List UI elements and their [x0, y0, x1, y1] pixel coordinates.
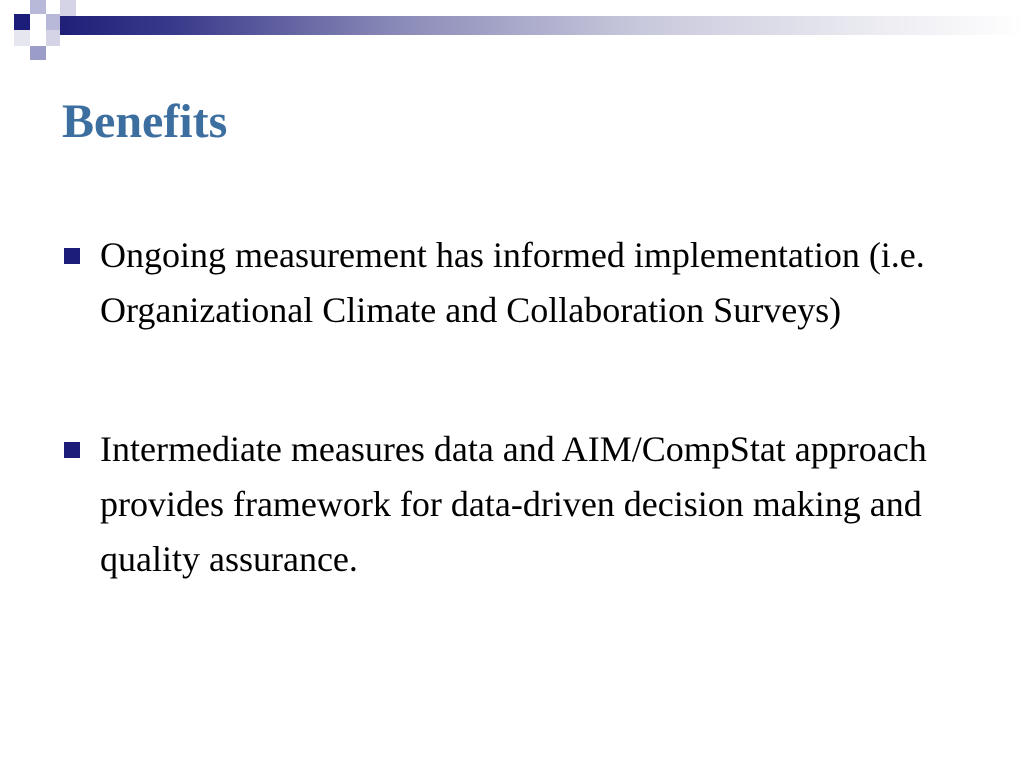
header-decoration	[0, 0, 1024, 64]
header-square	[30, 46, 46, 60]
header-square	[30, 30, 46, 46]
header-square	[14, 14, 30, 30]
header-square	[46, 14, 60, 30]
header-square	[60, 0, 76, 16]
bullet-item	[62, 422, 962, 587]
header-gradient-bar	[60, 16, 1024, 35]
header-square	[14, 30, 30, 46]
bullet-item	[62, 228, 962, 338]
bullet-text: Ongoing measurement has informed implementation (i.e. Organizational Climate and Collaboration Surveys)	[100, 235, 925, 330]
slide-title: Benefits	[62, 95, 228, 148]
bullet-text: Intermediate measures data and AIM/CompStat approach provides framework for data-driven decision making and quality assurance.	[100, 429, 927, 579]
square-bullet-icon	[64, 442, 80, 458]
bullet-list	[62, 228, 962, 671]
header-square	[46, 30, 60, 46]
header-square	[30, 0, 46, 14]
square-bullet-icon	[64, 248, 80, 264]
